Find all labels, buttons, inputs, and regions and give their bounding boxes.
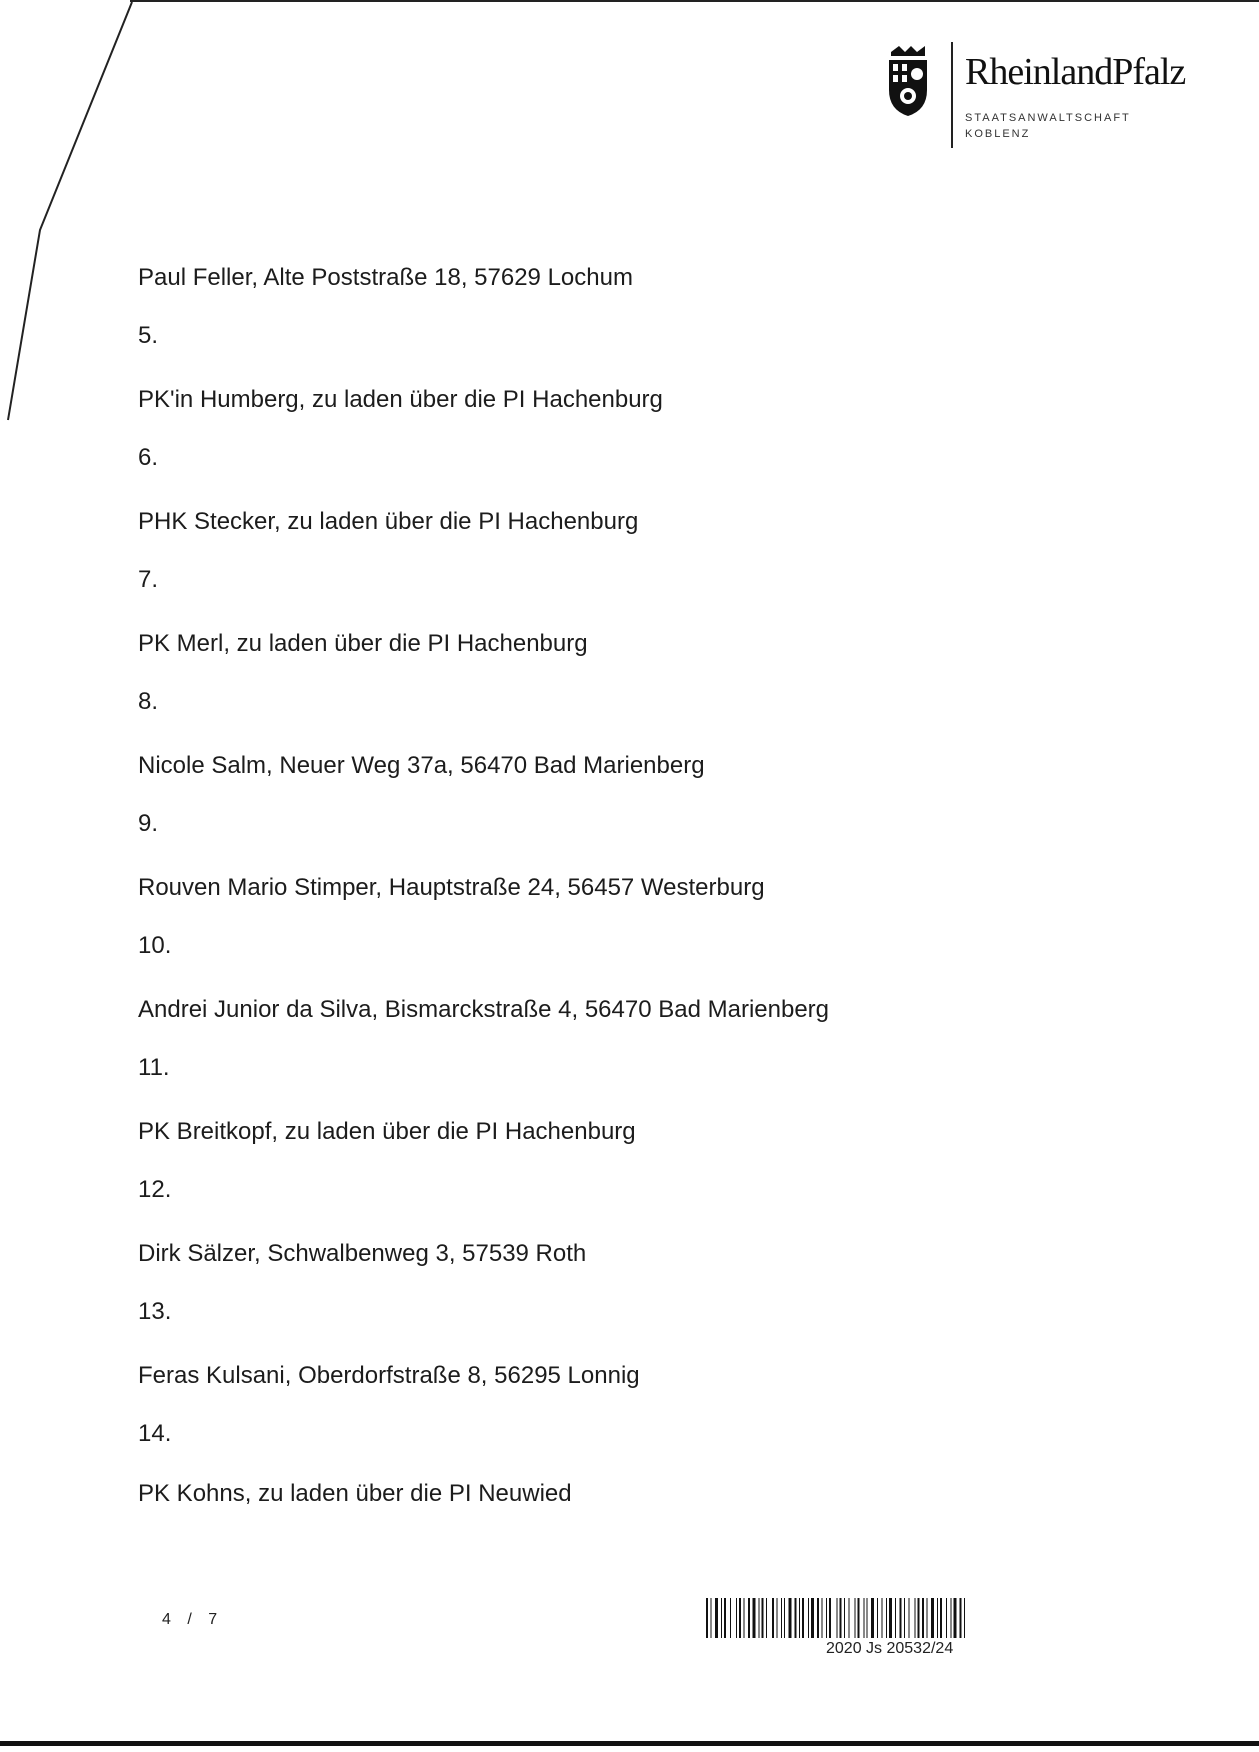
list-item-number: 6.	[138, 444, 159, 471]
authority-name	[965, 110, 1131, 142]
list-item-number: 11.	[138, 1054, 170, 1081]
state-logo	[885, 42, 1205, 147]
barcode	[706, 1598, 1088, 1638]
list-item-number: 7.	[138, 566, 159, 593]
scan-edge-top	[130, 0, 1259, 2]
list-item-text: PHK Stecker, zu laden über die PI Hachenburg	[138, 508, 639, 535]
list-item-text: PK Merl, zu laden über die PI Hachenburg	[138, 630, 588, 657]
logo-divider	[951, 42, 953, 148]
page-number: 4 / 7	[162, 1611, 224, 1628]
list-item-number: 8.	[138, 688, 159, 715]
list-item-number: 9.	[138, 810, 159, 837]
list-item-text: PK Kohns, zu laden über die PI Neuwied	[138, 1480, 572, 1507]
list-item-text: Rouven Mario Stimper, Hauptstraße 24, 56457 Westerburg	[138, 874, 765, 901]
coat-of-arms-icon	[885, 46, 931, 116]
list-item-text: PK'in Humberg, zu laden über die PI Hachenburg	[138, 386, 663, 413]
brand-name: RheinlandPfalz	[965, 51, 1186, 93]
authority-line-1: STAATSANWALTSCHAFT	[965, 112, 1131, 124]
list-item-number: 5.	[138, 322, 159, 349]
list-item-number: 12.	[138, 1176, 172, 1203]
list-item-text: Andrei Junior da Silva, Bismarckstraße 4, 56470 Bad Marienberg	[138, 996, 830, 1023]
list-item-text: PK Breitkopf, zu laden über die PI Hachenburg	[138, 1118, 636, 1145]
list-item-text: Paul Feller, Alte Poststraße 18, 57629 Lochum	[138, 264, 633, 291]
file-reference: 2020 Js 20532/24	[826, 1640, 954, 1657]
scan-edge-left	[0, 0, 140, 430]
list-item-text: Nicole Salm, Neuer Weg 37a, 56470 Bad Marienberg	[138, 752, 705, 779]
list-item-text: Dirk Sälzer, Schwalbenweg 3, 57539 Roth	[138, 1240, 587, 1267]
list-item-number: 13.	[138, 1298, 172, 1325]
list-item-number: 10.	[138, 932, 172, 959]
list-item-number: 14.	[138, 1420, 172, 1447]
authority-line-2: KOBLENZ	[965, 128, 1031, 140]
scan-edge-bottom	[0, 1741, 1259, 1746]
list-item-text: Feras Kulsani, Oberdorfstraße 8, 56295 Lonnig	[138, 1362, 640, 1389]
